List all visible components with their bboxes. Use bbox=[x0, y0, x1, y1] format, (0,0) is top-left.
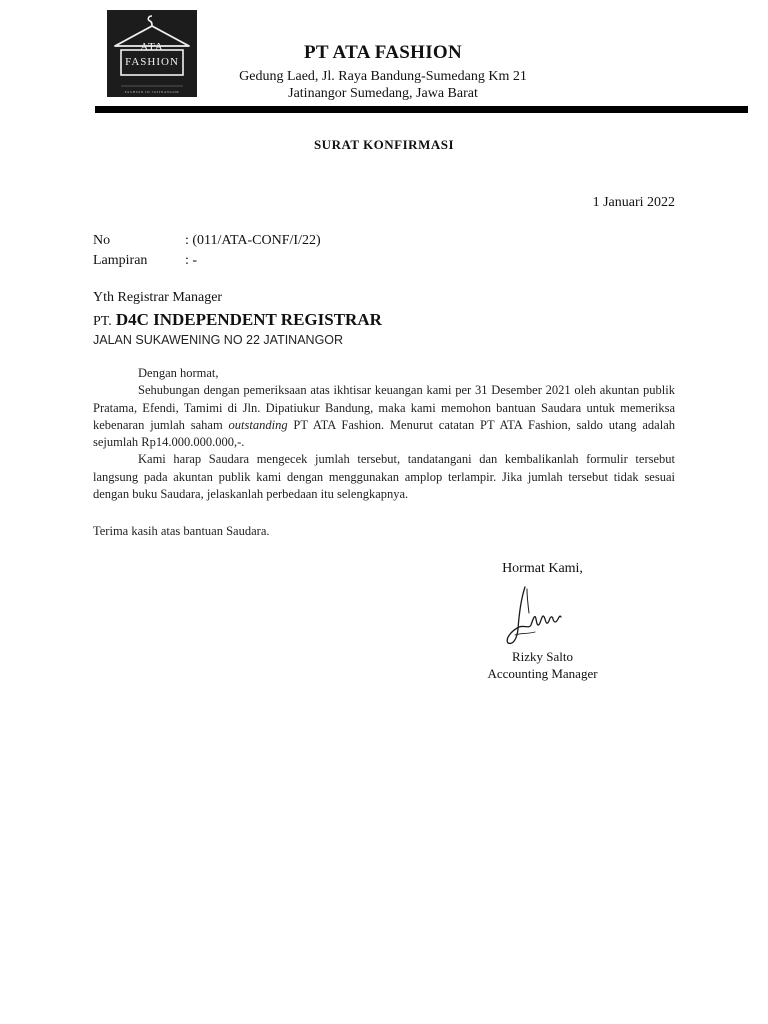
recipient-company: D4C INDEPENDENT REGISTRAR bbox=[115, 310, 382, 329]
logo-text-ata: ATA bbox=[140, 41, 164, 53]
recipient-company-prefix: PT. bbox=[93, 314, 112, 329]
logo-text-fashion: FASHION bbox=[125, 56, 179, 68]
no-label: No bbox=[93, 233, 111, 248]
body-paragraph-1-italic: outstanding bbox=[228, 417, 288, 432]
body-paragraph-2: Kami harap Saudara mengecek jumlah tersebut, tandatangani dan kembalikanlah formulir tersebut langsung pada akuntan publik kami dengan menggunakan amplop terlampir. Jika jumlah tersebut tidak sesuai dengan buku Saudara, jelaskanlah perbedaan itu selengkapnya. bbox=[93, 452, 675, 502]
recipient-attention: Yth Registrar Manager bbox=[93, 290, 223, 305]
letter-date: 1 Januari 2022 bbox=[592, 195, 675, 210]
signature-salutation: Hormat Kami, bbox=[502, 561, 583, 576]
signer-title: Accounting Manager bbox=[487, 666, 598, 681]
recipient-company-line bbox=[93, 310, 382, 330]
lampiran-value: : - bbox=[185, 253, 198, 268]
handwritten-signature bbox=[505, 579, 565, 651]
company-logo bbox=[107, 10, 197, 97]
letterhead-company: PT ATA FASHION bbox=[304, 42, 462, 63]
lampiran-label: Lampiran bbox=[93, 253, 148, 268]
signer-name: Rizky Salto bbox=[511, 649, 574, 664]
greeting: Dengan hormat, bbox=[138, 366, 219, 380]
no-value: : (011/ATA-CONF/I/22) bbox=[185, 233, 321, 248]
body-paragraph-1 bbox=[93, 382, 675, 451]
closing-line: Terima kasih atas bantuan Saudara. bbox=[93, 524, 270, 538]
letterhead-divider bbox=[95, 106, 748, 113]
hanger-icon bbox=[107, 10, 197, 97]
letterhead-address-line1: Gedung Laed, Jl. Raya Bandung-Sumedang Km 21 bbox=[239, 69, 527, 84]
logo-tagline: FASHION IN JATINANGOR bbox=[124, 90, 180, 94]
recipient-address: JALAN SUKAWENING NO 22 JATINANGOR bbox=[93, 333, 344, 347]
letterhead-address-line2: Jatinangor Sumedang, Jawa Barat bbox=[288, 86, 478, 101]
body-paragraph-1-part1: Sehubungan dengan pemeriksaan atas ikhtisar keuangan kami per 31 Desember 2021 oleh akuntan publik Pratama, Efendi, Tamimi di Jln. Dipatiukur Bandung, maka kami memohon bantuan Saudara untuk memeriksa kebenaran jumlah saham bbox=[93, 383, 675, 432]
letter-title: SURAT KONFIRMASI bbox=[313, 137, 455, 152]
letter-body bbox=[93, 365, 675, 503]
body-paragraph-1-part2: PT ATA Fashion. Menurut catatan PT ATA Fashion, saldo utang adalah sejumlah Rp14.000.000.000,-. bbox=[93, 417, 675, 450]
